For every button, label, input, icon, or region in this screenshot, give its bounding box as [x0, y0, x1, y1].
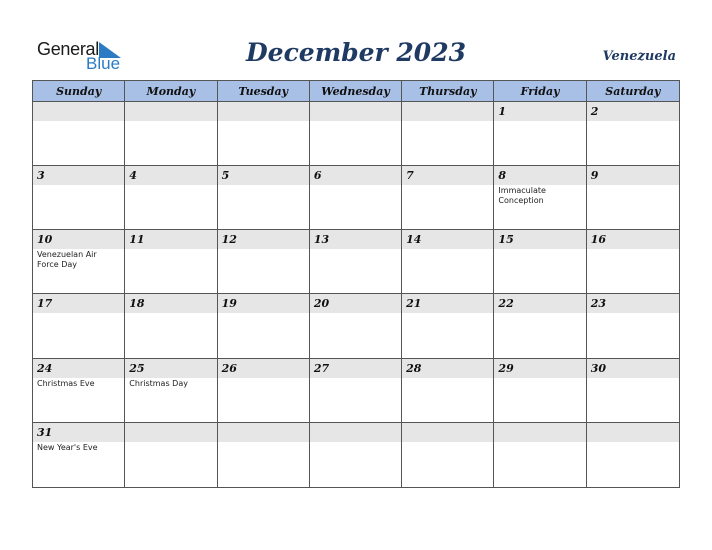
holiday-label: Christmas Day — [129, 378, 188, 388]
day-number — [587, 423, 679, 442]
day-cell — [125, 359, 217, 423]
day-number: 19 — [218, 294, 309, 313]
holiday-label: Venezuelan Air Force Day — [37, 250, 97, 270]
day-cell — [310, 166, 402, 230]
day-number — [310, 423, 401, 442]
day-number: 29 — [494, 359, 585, 378]
day-number: 10 — [33, 230, 124, 249]
day-number: 27 — [310, 359, 401, 378]
day-number: 26 — [218, 359, 309, 378]
day-cell — [310, 294, 402, 358]
country-label: Venezuela — [602, 49, 676, 64]
day-number: 5 — [218, 166, 309, 185]
day-number: 30 — [587, 359, 679, 378]
day-cell — [494, 359, 586, 423]
holiday-label: New Year's Eve — [37, 442, 98, 452]
day-cell — [218, 294, 310, 358]
day-number — [125, 423, 216, 442]
day-number — [494, 423, 585, 442]
day-cell — [218, 423, 310, 487]
day-number: 23 — [587, 294, 679, 313]
day-cell — [402, 102, 494, 166]
day-number — [125, 102, 216, 121]
day-cell — [587, 294, 679, 358]
day-number: 22 — [494, 294, 585, 313]
day-cell — [587, 423, 679, 487]
day-number: 25 — [125, 359, 216, 378]
day-cell — [33, 294, 125, 358]
day-number: 24 — [33, 359, 124, 378]
weekday-header-saturday: Saturday — [587, 81, 679, 102]
day-cell — [125, 423, 217, 487]
day-number: 16 — [587, 230, 679, 249]
day-cell — [125, 166, 217, 230]
day-number: 1 — [494, 102, 585, 121]
day-number: 14 — [402, 230, 493, 249]
day-cell — [33, 166, 125, 230]
day-number: 7 — [402, 166, 493, 185]
day-cell — [402, 294, 494, 358]
day-cell — [587, 102, 679, 166]
day-cell — [33, 230, 125, 294]
day-cell — [494, 230, 586, 294]
day-cell — [218, 359, 310, 423]
day-cell — [494, 294, 586, 358]
day-cell — [494, 102, 586, 166]
day-cell — [402, 166, 494, 230]
weekday-header-monday: Monday — [125, 81, 217, 102]
calendar-grid — [32, 80, 680, 488]
weekday-header-wednesday: Wednesday — [310, 81, 402, 102]
day-cell — [402, 230, 494, 294]
day-number: 21 — [402, 294, 493, 313]
day-cell — [33, 359, 125, 423]
day-number: 15 — [494, 230, 585, 249]
day-cell — [494, 166, 586, 230]
day-cell — [310, 102, 402, 166]
day-cell — [218, 102, 310, 166]
day-cell — [310, 230, 402, 294]
day-number: 31 — [33, 423, 124, 442]
day-number: 17 — [33, 294, 124, 313]
day-cell — [587, 230, 679, 294]
day-number: 20 — [310, 294, 401, 313]
day-number — [218, 423, 309, 442]
day-cell — [494, 423, 586, 487]
day-cell — [587, 359, 679, 423]
day-number: 18 — [125, 294, 216, 313]
calendar-title: December 2023 — [245, 38, 466, 67]
day-number — [402, 102, 493, 121]
weekday-header-tuesday: Tuesday — [218, 81, 310, 102]
weekday-header-sunday: Sunday — [33, 81, 125, 102]
day-cell — [310, 423, 402, 487]
day-cell — [33, 102, 125, 166]
weekday-header-thursday: Thursday — [402, 81, 494, 102]
day-number — [310, 102, 401, 121]
logo-text-general: General — [37, 39, 99, 59]
day-number: 11 — [125, 230, 216, 249]
day-number: 4 — [125, 166, 216, 185]
day-number: 3 — [33, 166, 124, 185]
day-cell — [218, 166, 310, 230]
day-cell — [402, 359, 494, 423]
holiday-label: Christmas Eve — [37, 378, 95, 388]
weekday-header-friday: Friday — [494, 81, 586, 102]
day-number — [402, 423, 493, 442]
day-number: 9 — [587, 166, 679, 185]
day-number — [33, 102, 124, 121]
logo-text-blue: Blue — [86, 54, 121, 73]
day-cell — [218, 230, 310, 294]
day-cell — [125, 230, 217, 294]
day-number: 12 — [218, 230, 309, 249]
day-number — [218, 102, 309, 121]
day-number: 13 — [310, 230, 401, 249]
day-cell — [402, 423, 494, 487]
day-cell — [310, 359, 402, 423]
holiday-label: Immaculate Conception — [498, 186, 546, 206]
day-cell — [125, 102, 217, 166]
day-number: 6 — [310, 166, 401, 185]
day-cell — [587, 166, 679, 230]
day-number: 2 — [587, 102, 679, 121]
day-number: 28 — [402, 359, 493, 378]
day-number: 8 — [494, 166, 585, 185]
day-cell — [125, 294, 217, 358]
day-cell — [33, 423, 125, 487]
